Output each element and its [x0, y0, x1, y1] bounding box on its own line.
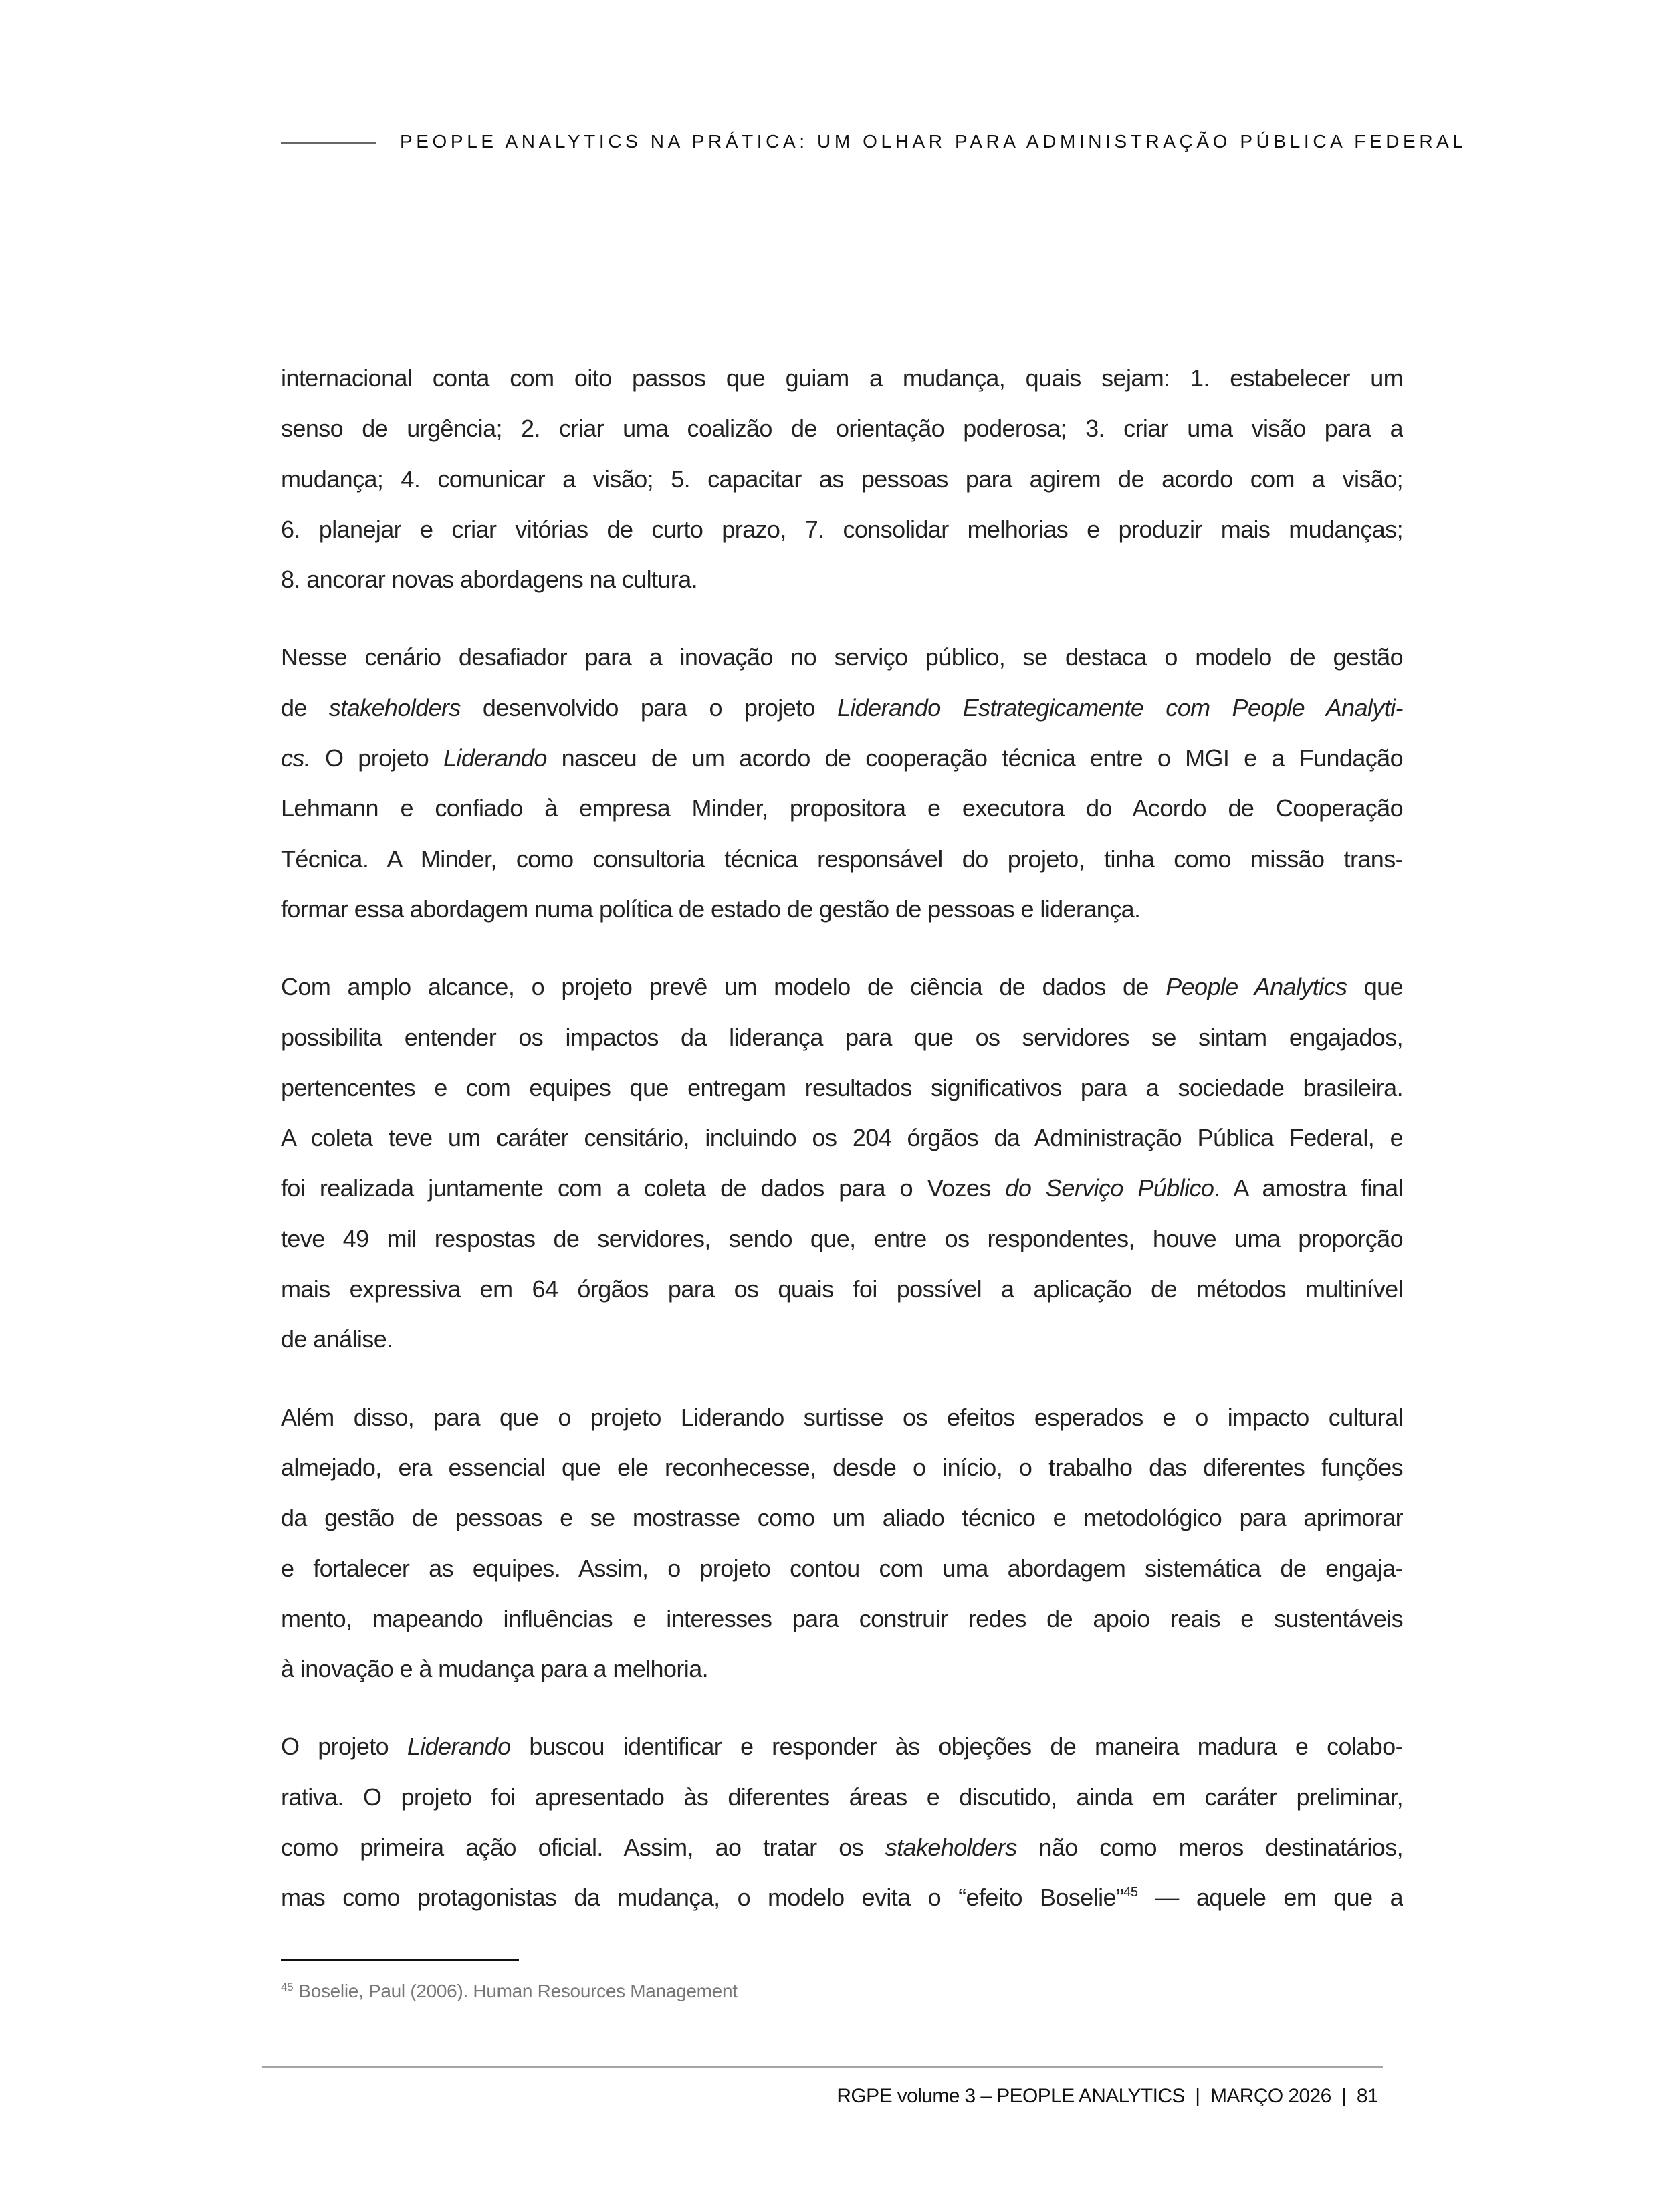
- text-segment: . A amostra final: [1214, 1174, 1403, 1202]
- text-segment: almejado, era essencial que ele reconhecesse, desde o início, o trabalho das diferentes funções: [281, 1453, 1403, 1481]
- text-line: [281, 1012, 1403, 1063]
- text-line: [281, 1644, 1403, 1694]
- text-line: [281, 1314, 1403, 1364]
- text-segment: e fortalecer as equipes. Assim, o projeto contou com uma abordagem sistemática de engaja-: [281, 1554, 1403, 1582]
- italic-text: stakeholders: [328, 693, 461, 722]
- paragraph: [281, 632, 1403, 934]
- text-segment: formar essa abordagem numa política de estado de gestão de pessoas e liderança.: [281, 895, 1141, 923]
- text-line: [281, 632, 1403, 682]
- footnote-reference: 45: [1123, 1885, 1138, 1900]
- text-segment: — aquele em que a: [1137, 1884, 1403, 1912]
- italic-text: stakeholders: [885, 1834, 1017, 1862]
- text-line: [281, 1214, 1403, 1264]
- italic-text: do Serviço Público: [1005, 1174, 1214, 1202]
- text-segment: não como meros destinatários,: [1016, 1834, 1403, 1862]
- text-segment: O projeto: [310, 744, 444, 772]
- paragraph: [281, 353, 1403, 604]
- italic-text: Liderando: [407, 1733, 511, 1761]
- text-segment: O projeto: [281, 1733, 407, 1761]
- text-line: [281, 1721, 1403, 1771]
- italic-text: Liderando: [443, 744, 547, 772]
- text-line: [281, 1593, 1403, 1644]
- text-segment: nasceu de um acordo de cooperação técnica entre o MGI e a Fundação: [546, 744, 1403, 772]
- text-segment: de: [281, 693, 329, 722]
- text-segment: pertencentes e com equipes que entregam resultados significativos para a sociedade brasileira.: [281, 1073, 1403, 1101]
- text-segment: mudança; 4. comunicar a visão; 5. capacitar as pessoas para agirem de acordo com a visão;: [281, 465, 1403, 493]
- italic-text: Liderando Estrategicamente com People Analyti-: [837, 693, 1403, 722]
- footnote-text: Boselie, Paul (2006). Human Resources Management: [298, 1981, 738, 2001]
- text-segment: foi realizada juntamente com a coleta de dados para o Vozes: [281, 1174, 1006, 1202]
- text-line: [281, 1163, 1403, 1213]
- italic-text: People Analytics: [1166, 973, 1347, 1001]
- text-segment: da gestão de pessoas e se mostrasse como um aliado técnico e metodológico para aprimorar: [281, 1504, 1403, 1532]
- footer-rule: [262, 2066, 1383, 2068]
- text-segment: buscou identificar e responder às objeções de maneira madura e colabo-: [510, 1733, 1403, 1761]
- text-line: [281, 1442, 1403, 1492]
- text-segment: rativa. O projeto foi apresentado às diferentes áreas e discutido, ainda em caráter preliminar,: [281, 1783, 1403, 1811]
- footnote: [281, 1981, 738, 2002]
- text-segment: teve 49 mil respostas de servidores, sendo que, entre os respondentes, houve uma proporção: [281, 1224, 1403, 1252]
- paragraph: [281, 962, 1403, 1364]
- text-line: [281, 733, 1403, 783]
- text-segment: possibilita entender os impactos da liderança para que os servidores se sintam engajados,: [281, 1023, 1403, 1051]
- header-rule: [281, 142, 376, 144]
- running-header: PEOPLE ANALYTICS NA PRÁTICA: UM OLHAR PARA ADMINISTRAÇÃO PÚBLICA FEDERAL: [400, 131, 1467, 152]
- text-segment: senso de urgência; 2. criar uma coalizão de orientação poderosa; 3. criar uma visão para a: [281, 415, 1403, 443]
- footnote-number: 45: [281, 1981, 294, 1993]
- text-line: [281, 683, 1403, 733]
- footnote-rule: [281, 1959, 519, 1961]
- page-footer: RGPE volume 3 – PEOPLE ANALYTICS | MARÇO 2026 | 81: [837, 2085, 1378, 2107]
- text-segment: Lehmann e confiado à empresa Minder, propositora e executora do Acordo de Cooperação: [281, 794, 1403, 822]
- text-line: [281, 554, 1403, 604]
- text-segment: A coleta teve um caráter censitário, incluindo os 204 órgãos da Administração Pública Federal, e: [281, 1124, 1403, 1152]
- text-segment: 8. ancorar novas abordagens na cultura.: [281, 566, 698, 594]
- text-line: [281, 1772, 1403, 1822]
- text-segment: Nesse cenário desafiador para a inovação no serviço público, se destaca o modelo de gestão: [281, 643, 1403, 671]
- text-line: [281, 834, 1403, 884]
- text-line: [281, 1063, 1403, 1113]
- text-line: [281, 884, 1403, 934]
- text-segment: mais expressiva em 64 órgãos para os quais foi possível a aplicação de métodos multinível: [281, 1275, 1403, 1303]
- text-segment: mas como protagonistas da mudança, o modelo evita o “efeito Boselie”: [281, 1884, 1124, 1912]
- text-segment: Com amplo alcance, o projeto prevê um modelo de ciência de dados de: [281, 973, 1166, 1001]
- text-line: [281, 454, 1403, 504]
- text-line: [281, 1543, 1403, 1593]
- text-line: [281, 1492, 1403, 1543]
- text-segment: Técnica. A Minder, como consultoria técnica responsável do projeto, tinha como missão trans-: [281, 845, 1403, 873]
- text-line: [281, 1113, 1403, 1163]
- body-text: [281, 353, 1403, 1951]
- text-segment: à inovação e à mudança para a melhoria.: [281, 1655, 709, 1683]
- text-segment: Além disso, para que o projeto Liderando surtisse os efeitos esperados e o impacto cultural: [281, 1403, 1403, 1431]
- text-segment: desenvolvido para o projeto: [460, 693, 837, 722]
- text-segment: como primeira ação oficial. Assim, ao tratar os: [281, 1834, 885, 1862]
- text-line: [281, 504, 1403, 554]
- text-line: [281, 1392, 1403, 1442]
- text-segment: que: [1347, 973, 1403, 1001]
- text-line: [281, 962, 1403, 1012]
- paragraph: [281, 1392, 1403, 1694]
- text-line: [281, 403, 1403, 453]
- text-line: [281, 1264, 1403, 1314]
- text-line: [281, 783, 1403, 833]
- text-line: [281, 1872, 1403, 1922]
- italic-text: cs.: [281, 744, 311, 772]
- text-line: [281, 1822, 1403, 1872]
- text-segment: 6. planejar e criar vitórias de curto prazo, 7. consolidar melhorias e produzir mais mudanças;: [281, 515, 1403, 543]
- text-segment: de análise.: [281, 1325, 393, 1353]
- text-segment: mento, mapeando influências e interesses para construir redes de apoio reais e sustentáveis: [281, 1604, 1403, 1632]
- paragraph: [281, 1721, 1403, 1922]
- text-line: [281, 353, 1403, 403]
- text-segment: internacional conta com oito passos que guiam a mudança, quais sejam: 1. estabelecer um: [281, 364, 1403, 392]
